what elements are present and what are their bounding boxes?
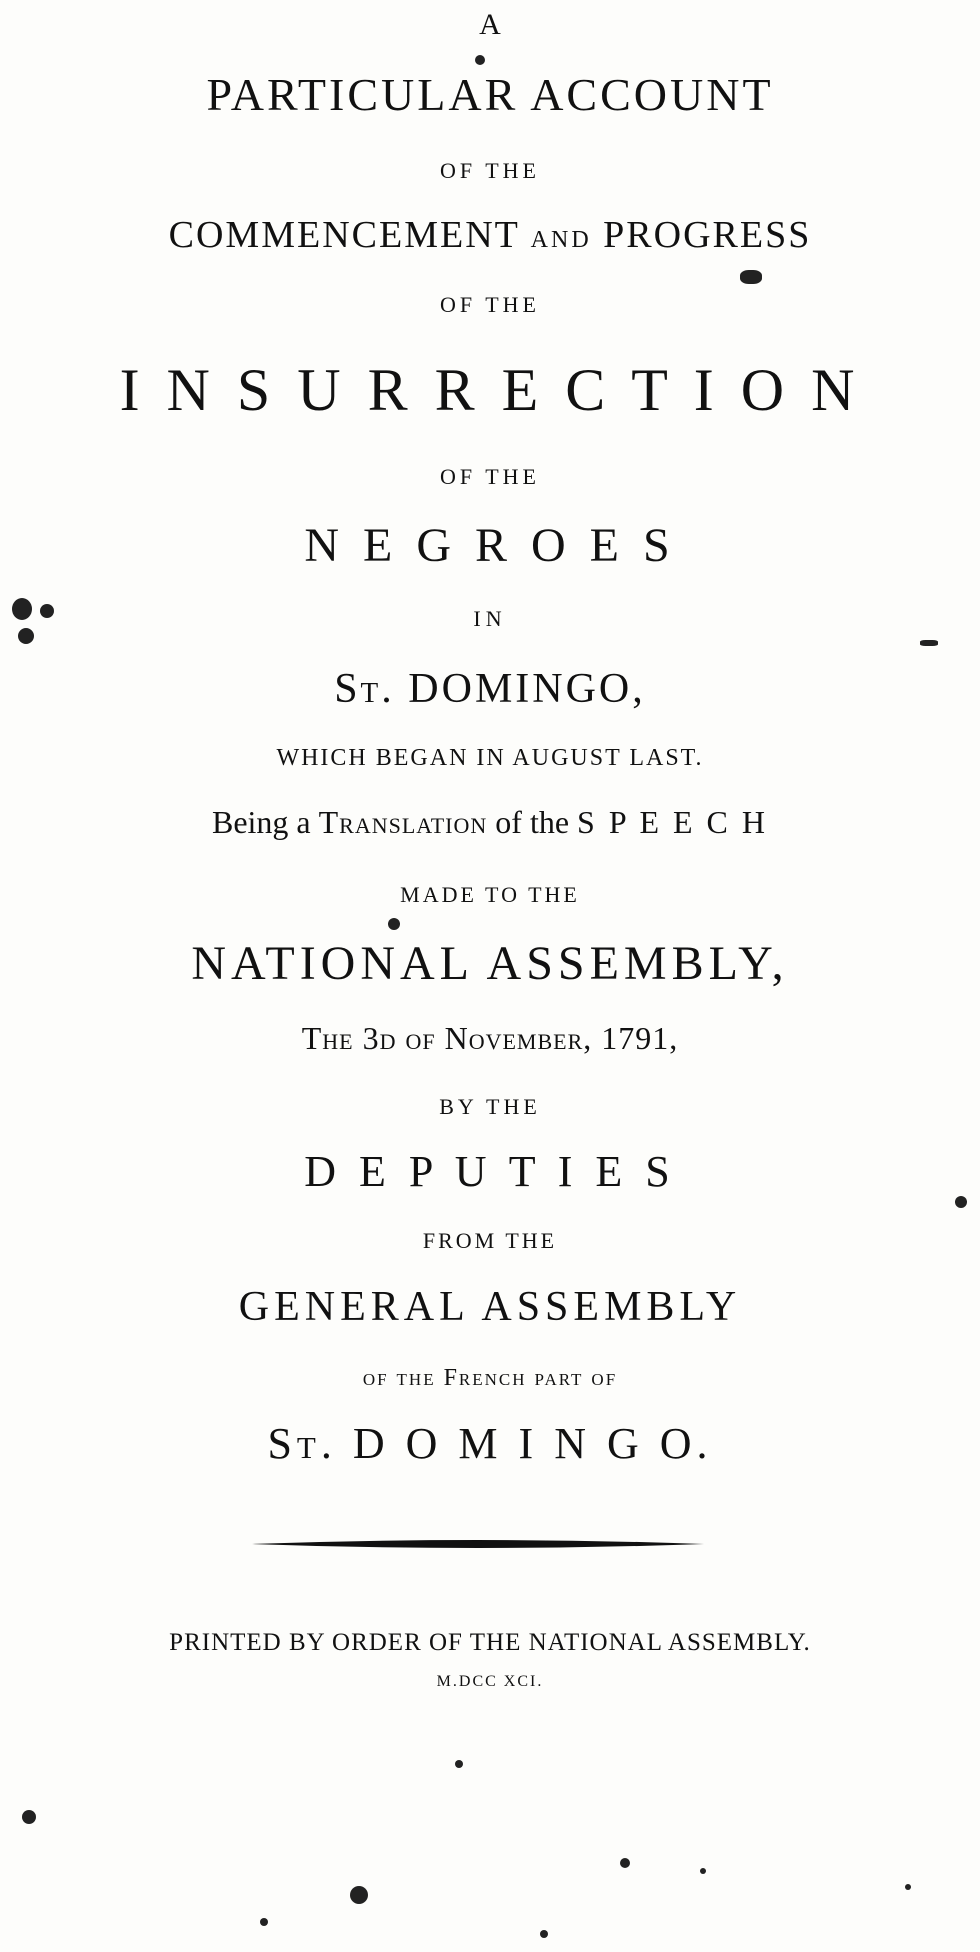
year-roman-line: M.DCC XCI. [436,1673,544,1690]
title-particular-account: PARTICULAR ACCOUNT [206,69,774,120]
which-began-line: WHICH BEGAN IN AUGUST LAST. [276,745,704,771]
ink-speck [350,1886,368,1904]
from-the-line: FROM THE [422,1228,558,1253]
being-a-translation-line [0,806,980,838]
title-deputies: D E P U T I E S [304,1147,676,1196]
title-general-assembly: GENERAL ASSEMBLY [238,1284,742,1330]
st-abbrev-2: St. [267,1419,337,1468]
ink-speck [12,598,32,620]
domingo-word: DOMINGO, [408,666,646,712]
date-line: The 3d of November, 1791, [301,1020,679,1056]
st-domingo-line-2 [0,1419,980,1468]
french-part-line: of the French part of [362,1365,618,1391]
ink-speck [620,1858,630,1868]
title-insurrection: I N S U R R E C T I O N [119,357,861,423]
speech-word: S P E E C H [577,804,768,840]
ink-speck [388,918,400,930]
translation-word: Translation [318,804,488,840]
by-the-line: BY THE [439,1094,541,1119]
ink-speck [18,628,34,644]
ink-speck [955,1196,967,1208]
of-the-line-2: OF THE [440,292,540,317]
ink-speck [920,640,938,646]
ink-speck [905,1884,911,1890]
of-the-line-3: OF THE [440,464,540,489]
of-the-words: of the [495,804,570,840]
domingo-word-2: D O M I N G O. [352,1419,713,1468]
of-the-line-1: OF THE [440,158,540,183]
st-domingo-line-1 [0,668,980,710]
ink-speck [700,1868,706,1874]
progress-word: PROGRESS [603,214,812,256]
made-to-the-line: MADE TO THE [400,882,580,907]
ornamental-rule [252,1538,704,1550]
ink-speck [22,1810,36,1824]
commencement-word: COMMENCEMENT [168,214,520,256]
and-word: AND [530,227,592,253]
title-national-assembly: NATIONAL ASSEMBLY, [191,937,789,990]
being-a-words: Being a [211,804,311,840]
article-a: A [479,8,501,41]
ink-speck [540,1930,548,1938]
title-negroes: N E G R O E S [304,519,676,572]
ink-speck [740,270,762,284]
in-line: IN [473,606,507,631]
ink-speck [40,604,54,618]
ink-speck [260,1918,268,1926]
st-abbrev: St. [334,666,395,712]
ink-speck [455,1760,463,1768]
commencement-and-progress [0,216,980,254]
ink-speck [475,55,485,65]
printed-by-order-line: PRINTED BY ORDER OF THE NATIONAL ASSEMBLY. [169,1629,811,1656]
